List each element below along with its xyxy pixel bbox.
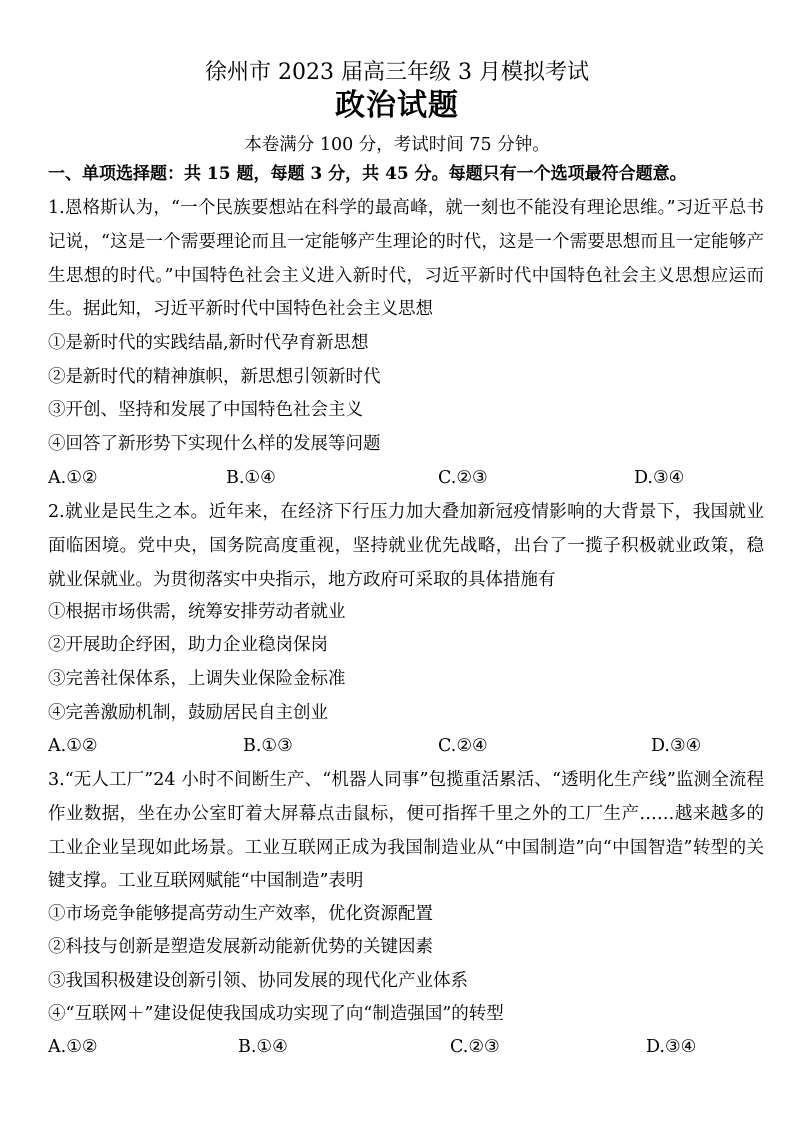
question-2-statement-4: ④完善激励机制，鼓励居民自主创业 [48, 703, 328, 723]
question-3-statement-2: ②科技与创新是塑造发展新动能新优势的关键因素 [48, 937, 433, 957]
question-2-choice-d[interactable]: D.③④ [651, 736, 702, 756]
question-1-choice-a[interactable]: A.①② [48, 468, 98, 488]
question-1-choice-c[interactable]: C.②③ [438, 468, 488, 488]
question-3-choice-d[interactable]: D.③④ [646, 1037, 697, 1057]
question-2-statement-1: ①根据市场供需，统筹安排劳动者就业 [48, 602, 346, 622]
question-3-statement-3: ③我国积极建设创新引领、协同发展的现代化产业体系 [48, 971, 468, 991]
question-1-statement-4: ④回答了新形势下实现什么样的发展等问题 [48, 434, 381, 454]
question-2-choice-c[interactable]: C.②④ [438, 736, 488, 756]
question-3-choices [48, 1031, 764, 1065]
question-3-stem: 3.“无人工厂”24 小时不间断生产、“机器人同事”包揽重活累活、“透明化生产线”监测全流程作业数据，坐在办公室盯着大屏幕点击鼠标，便可指挥千里之外的工厂生产……越来越多的工业企业呈现如此场景。工业互联网正成为我国制造业从“中国制造”向“中国智造”转型的关键支撑。工业互联网赋能“中国制造”表明 [48, 770, 764, 892]
question-1-choices [48, 462, 764, 496]
question-1-choice-d[interactable]: D.③④ [634, 468, 685, 488]
question-2-choice-a[interactable]: A.①② [48, 736, 98, 756]
question-2-choice-b[interactable]: B.①③ [243, 736, 293, 756]
question-1-stem: 1.恩格斯认为，“一个民族要想站在科学的最高峰，就一刻也不能没有理论思维。”习近平总书记说，“这是一个需要理论而且一定能够产生理论的时代，这是一个需要思想而且一定能够产生思想的时代。”中国特色社会主义进入新时代，习近平新时代中国特色社会主义思想应运而生。据此知，习近平新时代中国特色社会主义思想 [48, 198, 764, 320]
exam-info: 本卷满分 100 分，考试时间 75 分钟。 [244, 135, 550, 155]
question-3-choice-c[interactable]: C.②③ [450, 1037, 500, 1057]
question-2-choices [48, 730, 764, 764]
question-3-choice-b[interactable]: B.①④ [238, 1037, 288, 1057]
question-3-statement-1: ①市场竞争能够提高劳动生产效率，优化资源配置 [48, 904, 433, 924]
question-2-statement-2: ②开展助企纾困，助力企业稳岗保岗 [48, 635, 328, 655]
question-3-choice-a[interactable]: A.①② [48, 1037, 98, 1057]
question-2-statement-3: ③完善社保体系，上调失业保险金标准 [48, 669, 346, 689]
question-1-choice-b[interactable]: B.①④ [226, 468, 276, 488]
question-3-statement-4: ④“互联网＋”建设促使我国成功实现了向“制造强国”的转型 [48, 1004, 504, 1024]
subject-title: 政治试题 [335, 88, 459, 123]
question-1-statement-1: ①是新时代的实践结晶,新时代孕育新思想 [48, 333, 369, 353]
section-heading: 一、单项选择题：共 15 题，每题 3 分，共 45 分。每题只有一个选项最符合题意。 [48, 164, 687, 184]
question-2-stem: 2.就业是民生之本。近年来，在经济下行压力加大叠加新冠疫情影响的大背景下，我国就业面临困境。党中央，国务院高度重视，坚持就业优先战略，出台了一揽子积极就业政策，稳就业保就业。为贯彻落实中央指示，地方政府可采取的具体措施有 [48, 502, 764, 590]
question-1-statement-3: ③开创、坚持和发展了中国特色社会主义 [48, 400, 363, 420]
exam-title: 徐州市 2023 届高三年级 3 月模拟考试 [205, 60, 589, 85]
question-1-statement-2: ②是新时代的精神旗帜，新思想引领新时代 [48, 367, 381, 387]
